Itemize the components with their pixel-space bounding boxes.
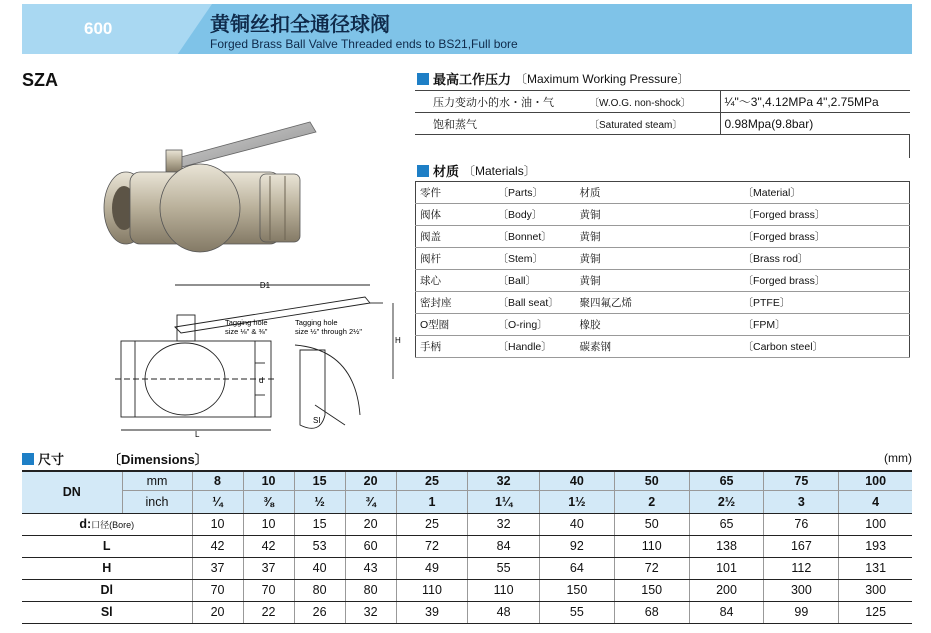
dimension-value: 26 [294,601,345,623]
dimension-value: 131 [839,557,912,579]
material-zh: 黄铜 [579,275,601,287]
dimensions-title-zh-wrap [22,449,64,468]
dimension-value: 20 [345,513,396,535]
pressure-zh: 压力变动小的水・油・气 [415,91,585,113]
material-en: 〔Forged brass〕 [742,275,826,287]
dimension-value: 49 [396,557,468,579]
dimension-sublabel: 口径(Bore) [91,520,135,530]
inch-unit-label: inch [122,490,192,513]
dn-inch-cell: 4 [839,490,912,513]
dimension-row-label [22,601,192,623]
valve-technical-drawing [115,275,415,440]
pressure-zh: 饱和蒸气 [415,113,585,135]
dimension-row [22,535,912,557]
dimension-value: 42 [243,535,294,557]
dimension-value: 110 [396,579,468,601]
pressure-en: 〔W.O.G. non-shock〕 [585,91,720,113]
material-part-zh: 阀杆 [420,253,441,265]
material-part-en: 〔Bonnet〕 [497,231,552,243]
material-part-zh: 密封座 [420,297,452,309]
dimensions-title-en: 〔Dimensions〕 [108,452,208,467]
material-en: 〔Forged brass〕 [742,209,826,221]
material-row [416,226,910,248]
pressure-value: ¼"～3",4.12MPa 4",2.75MPa [720,91,910,113]
dimension-value: 32 [468,513,540,535]
material-en: 〔Carbon steel〕 [742,341,824,353]
material-en: 〔Forged brass〕 [742,231,826,243]
dimension-value: 25 [396,513,468,535]
material-en: 〔PTFE〕 [742,297,791,309]
pressure-title-zh: 最高工作压力 [433,73,512,88]
pressure-title-en: 〔Maximum Working Pressure〕 [515,72,690,86]
dimension-value: 84 [468,535,540,557]
dimension-value: 70 [243,579,294,601]
dimension-value: 72 [396,535,468,557]
dimension-value: 37 [243,557,294,579]
material-zh: 黄铜 [579,231,601,243]
material-en: 〔FPM〕 [742,319,786,331]
dimension-value: 72 [614,557,689,579]
material-part-zh: 球心 [420,275,441,287]
dimension-value: 60 [345,535,396,557]
dn-inch-cell: ⅜ [243,490,294,513]
dimension-value: 53 [294,535,345,557]
dimension-value: 43 [345,557,396,579]
pressure-table [415,90,910,135]
dimension-value: 20 [192,601,243,623]
dimension-value: 84 [689,601,764,623]
dimension-value: 80 [294,579,345,601]
model-code: SZA [22,70,58,90]
material-zh: 聚四氟乙烯 [579,297,632,309]
dimension-value: 100 [839,513,912,535]
dimension-row-label [22,535,192,557]
materials-title-zh: 材质 [433,165,460,180]
pressure-en: 〔Saturated steam〕 [585,113,720,135]
dimension-row-label [22,557,192,579]
banner-code-panel [22,4,212,54]
valve-photo-image [100,110,340,260]
dn-mm-cell: 65 [689,471,764,490]
dn-inch-cell: 3 [764,490,839,513]
material-row [416,336,910,358]
header-banner [22,4,912,54]
material-part-en: 〔Handle〕 [497,341,552,353]
dn-inch-row [22,490,912,513]
mm-unit-label: mm [122,471,192,490]
dimension-value: 55 [468,557,540,579]
pressure-value: 0.98Mpa(9.8bar) [720,113,910,135]
dimensions-title-zh: 尺寸 [38,453,65,468]
dim-h-label: H [395,336,401,345]
material-en: 〔Material〕 [742,187,801,199]
material-row [416,314,910,336]
material-zh: 橡胶 [579,319,601,331]
dimension-value: 15 [294,513,345,535]
product-title-en: Forged Brass Ball Valve Threaded ends to BS21,Full bore [210,37,518,51]
product-title-zh: 黄铜丝扣全通径球阀 [210,12,390,36]
dimension-value: 40 [294,557,345,579]
dimension-value: 193 [839,535,912,557]
dn-label: DN [22,471,122,513]
dimension-value: 167 [764,535,839,557]
section-square-icon [417,165,429,177]
dim-d-label: d [259,376,264,385]
dn-mm-cell: 8 [192,471,243,490]
material-part-en: 〔Ball〕 [497,275,537,287]
dimension-value: 110 [614,535,689,557]
dn-mm-cell: 50 [614,471,689,490]
dn-inch-cell: 2 [614,490,689,513]
dn-mm-cell: 100 [839,471,912,490]
dn-inch-cell: ¾ [345,490,396,513]
material-part-zh: 零件 [420,187,441,199]
material-row [416,270,910,292]
tag1-label: Tagging hole [225,318,268,327]
materials-title-en: 〔Materials〕 [463,164,536,178]
material-part-en: 〔Stem〕 [497,253,544,265]
dn-mm-cell: 40 [539,471,614,490]
dimension-value: 10 [243,513,294,535]
material-en: 〔Brass rod〕 [742,253,809,265]
dimension-value: 32 [345,601,396,623]
dn-mm-cell: 32 [468,471,540,490]
dimensions-unit: (mm) [884,451,912,465]
materials-table [415,181,910,358]
dimension-label: Sl [100,605,113,619]
dimension-value: 22 [243,601,294,623]
material-part-zh: 阀体 [420,209,441,221]
material-part-zh: 阀盖 [420,231,441,243]
material-zh: 黄铜 [579,209,601,221]
dimension-value: 112 [764,557,839,579]
dimension-value: 110 [468,579,540,601]
materials-section-header [417,161,536,180]
divider [909,134,910,158]
material-zh: 黄铜 [579,253,601,265]
section-square-icon [417,73,429,85]
dn-inch-cell: 2½ [689,490,764,513]
dimension-row [22,579,912,601]
dn-inch-cell: ¼ [192,490,243,513]
dimension-label: L [102,539,111,553]
pressure-row [415,91,910,113]
dn-mm-row [22,471,912,490]
material-row [416,204,910,226]
dn-inch-cell: 1 [396,490,468,513]
dimension-row [22,513,912,535]
dim-d1-label: D1 [259,281,271,290]
dimension-value: 150 [539,579,614,601]
material-zh: 材质 [579,187,601,199]
dimension-value: 42 [192,535,243,557]
dimension-row-label [22,579,192,601]
dimension-value: 80 [345,579,396,601]
dimensions-table [22,470,912,624]
dimension-value: 65 [689,513,764,535]
dimension-value: 200 [689,579,764,601]
tag2-size: size ½" through 2½" [295,327,363,336]
material-part-en: 〔Body〕 [497,209,543,221]
dn-mm-cell: 15 [294,471,345,490]
pressure-row [415,113,910,135]
tag1-size: size ⅛" & ⅜" [225,327,268,336]
dn-mm-cell: 75 [764,471,839,490]
product-code: 600 [84,19,113,38]
dimension-value: 300 [764,579,839,601]
dimension-label: d: [79,517,92,531]
dn-inch-cell: ½ [294,490,345,513]
material-row [416,292,910,314]
dn-mm-cell: 10 [243,471,294,490]
dimension-value: 10 [192,513,243,535]
material-row [416,248,910,270]
dimension-value: 37 [192,557,243,579]
dimension-value: 99 [764,601,839,623]
dim-l-label: L [195,430,200,439]
dimension-value: 125 [839,601,912,623]
material-part-en: 〔Ball seat〕 [497,297,559,309]
dimension-value: 70 [192,579,243,601]
dn-inch-cell: 1½ [539,490,614,513]
dimension-label: H [102,561,112,575]
tag2-label: Tagging hole [295,318,338,327]
dimension-value: 300 [839,579,912,601]
dimension-value: 39 [396,601,468,623]
material-part-en: 〔Parts〕 [497,187,544,199]
material-part-zh: 手柄 [420,341,441,353]
dimension-value: 55 [539,601,614,623]
dimension-value: 92 [539,535,614,557]
dimension-value: 64 [539,557,614,579]
pressure-section-header [417,69,690,88]
dn-mm-cell: 20 [345,471,396,490]
dim-si-label: SI [313,416,321,425]
section-square-icon [22,453,34,465]
dimension-row [22,601,912,623]
dimension-row [22,557,912,579]
dimension-value: 150 [614,579,689,601]
dimension-value: 138 [689,535,764,557]
material-part-zh: O型圈 [420,319,450,331]
material-zh: 碳素钢 [579,341,611,353]
dimension-value: 68 [614,601,689,623]
dimension-value: 50 [614,513,689,535]
dn-inch-cell: 1¼ [468,490,540,513]
material-row [416,182,910,204]
dimension-label: Dl [100,583,113,597]
dimension-value: 76 [764,513,839,535]
dimension-row-label [22,513,192,535]
dn-mm-cell: 25 [396,471,468,490]
dimension-value: 48 [468,601,540,623]
material-part-en: 〔O-ring〕 [497,319,548,331]
dimension-value: 101 [689,557,764,579]
dimension-value: 40 [539,513,614,535]
